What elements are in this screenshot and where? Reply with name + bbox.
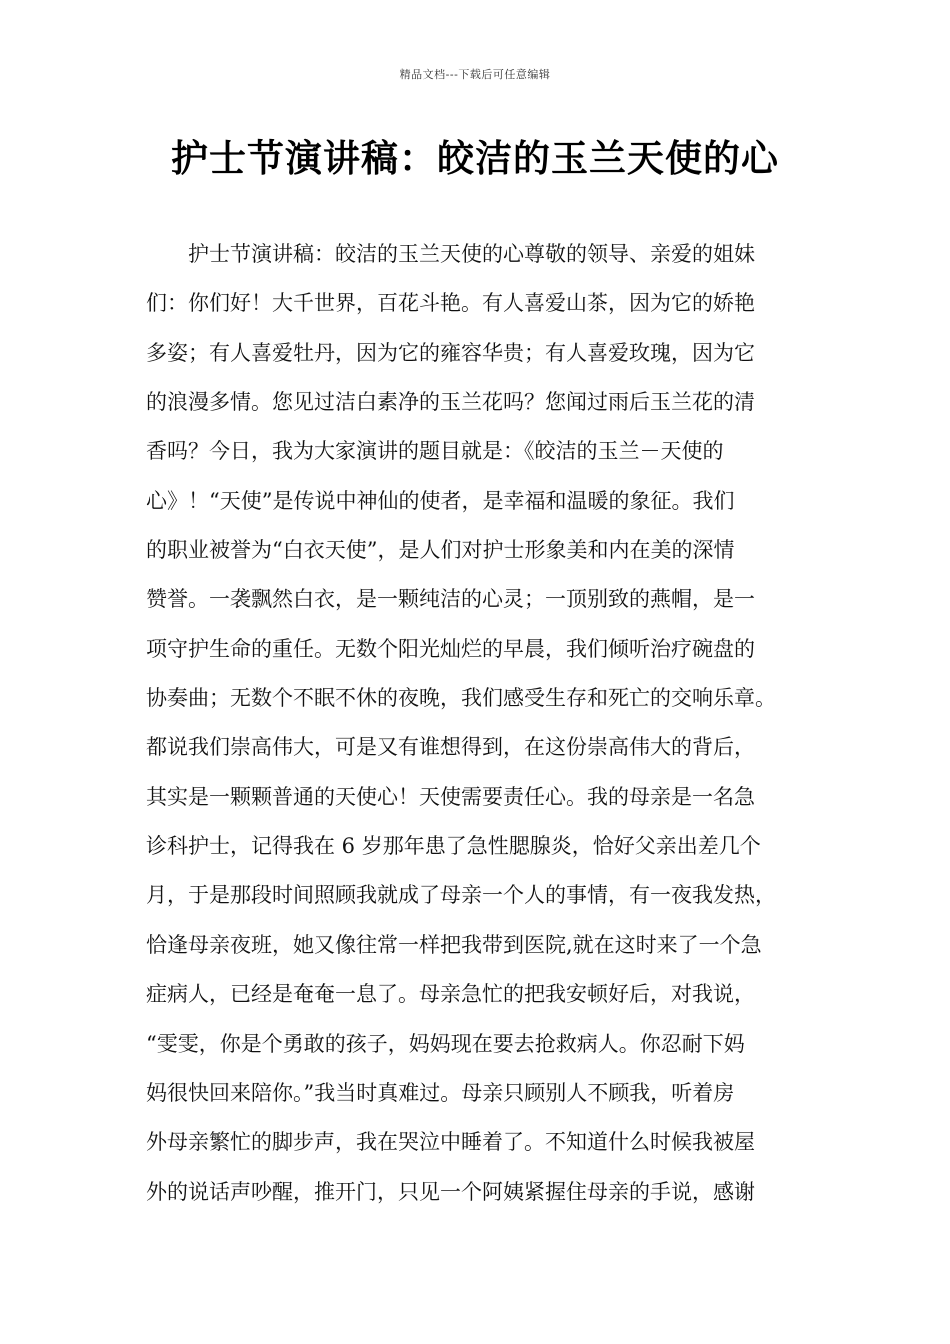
body-line: 赞誉。一袭飘然白衣，是一颗纯洁的心灵；一顶别致的燕帽，是一 <box>146 587 755 612</box>
body-line: 月，于是那段时间照顾我就成了母亲一个人的事情，有一夜我发热， <box>146 883 776 908</box>
body-line: 协奏曲；无数个不眠不休的夜晚，我们感受生存和死亡的交响乐章。 <box>146 686 776 711</box>
body-line: 其实是一颗颗普通的天使心！天使需要责任心。我的母亲是一名急 <box>146 784 755 809</box>
body-line: 外母亲繁忙的脚步声，我在哭泣中睡着了。不知道什么时候我被屋 <box>146 1130 755 1155</box>
body-line: 护士节演讲稿：皎洁的玉兰天使的心尊敬的领导、亲爱的姐妹 <box>188 242 755 266</box>
document-body <box>146 230 836 1217</box>
body-line: 心》！“天使”是传说中神仙的使者，是幸福和温暖的象征。我们 <box>146 488 735 513</box>
header-note: 精品文档---下载后可任意编辑 <box>399 68 551 81</box>
body-line: 多姿；有人喜爱牡丹，因为它的雍容华贵；有人喜爱玫瑰，因为它 <box>146 340 755 365</box>
body-line: 们：你们好！大千世界，百花斗艳。有人喜爱山茶，因为它的娇艳 <box>146 291 755 316</box>
document-title: 护士节演讲稿：皎洁的玉兰天使的心 <box>171 136 779 180</box>
body-line: “雯雯，你是个勇敢的孩子，妈妈现在要去抢救病人。你忍耐下妈 <box>146 1031 745 1056</box>
body-line: 妈很快回来陪你。”我当时真难过。母亲只顾别人不顾我，听着房 <box>146 1080 735 1105</box>
body-line: 诊科护士，记得我在 6 岁那年患了急性腮腺炎，恰好父亲出差几个 <box>146 834 761 859</box>
body-line: 外的说话声吵醒，推开门，只见一个阿姨紧握住母亲的手说，感谢 <box>146 1179 755 1204</box>
body-line: 都说我们崇高伟大，可是又有谁想得到，在这份崇高伟大的背后， <box>146 735 755 760</box>
body-line: 项守护生命的重任。无数个阳光灿烂的早晨，我们倾听治疗碗盘的 <box>146 636 755 661</box>
body-line: 香吗？今日，我为大家演讲的题目就是：《皎洁的玉兰－天使的 <box>146 439 724 464</box>
body-line: 症病人，已经是奄奄一息了。母亲急忙的把我安顿好后，对我说， <box>146 982 755 1007</box>
body-line: 的浪漫多情。您见过洁白素净的玉兰花吗？您闻过雨后玉兰花的清 <box>146 390 755 415</box>
body-line: 的职业被誉为“白衣天使”，是人们对护士形象美和内在美的深情 <box>146 538 735 563</box>
body-line: 恰逢母亲夜班，她又像往常一样把我带到医院,就在这时来了一个急 <box>146 932 762 957</box>
